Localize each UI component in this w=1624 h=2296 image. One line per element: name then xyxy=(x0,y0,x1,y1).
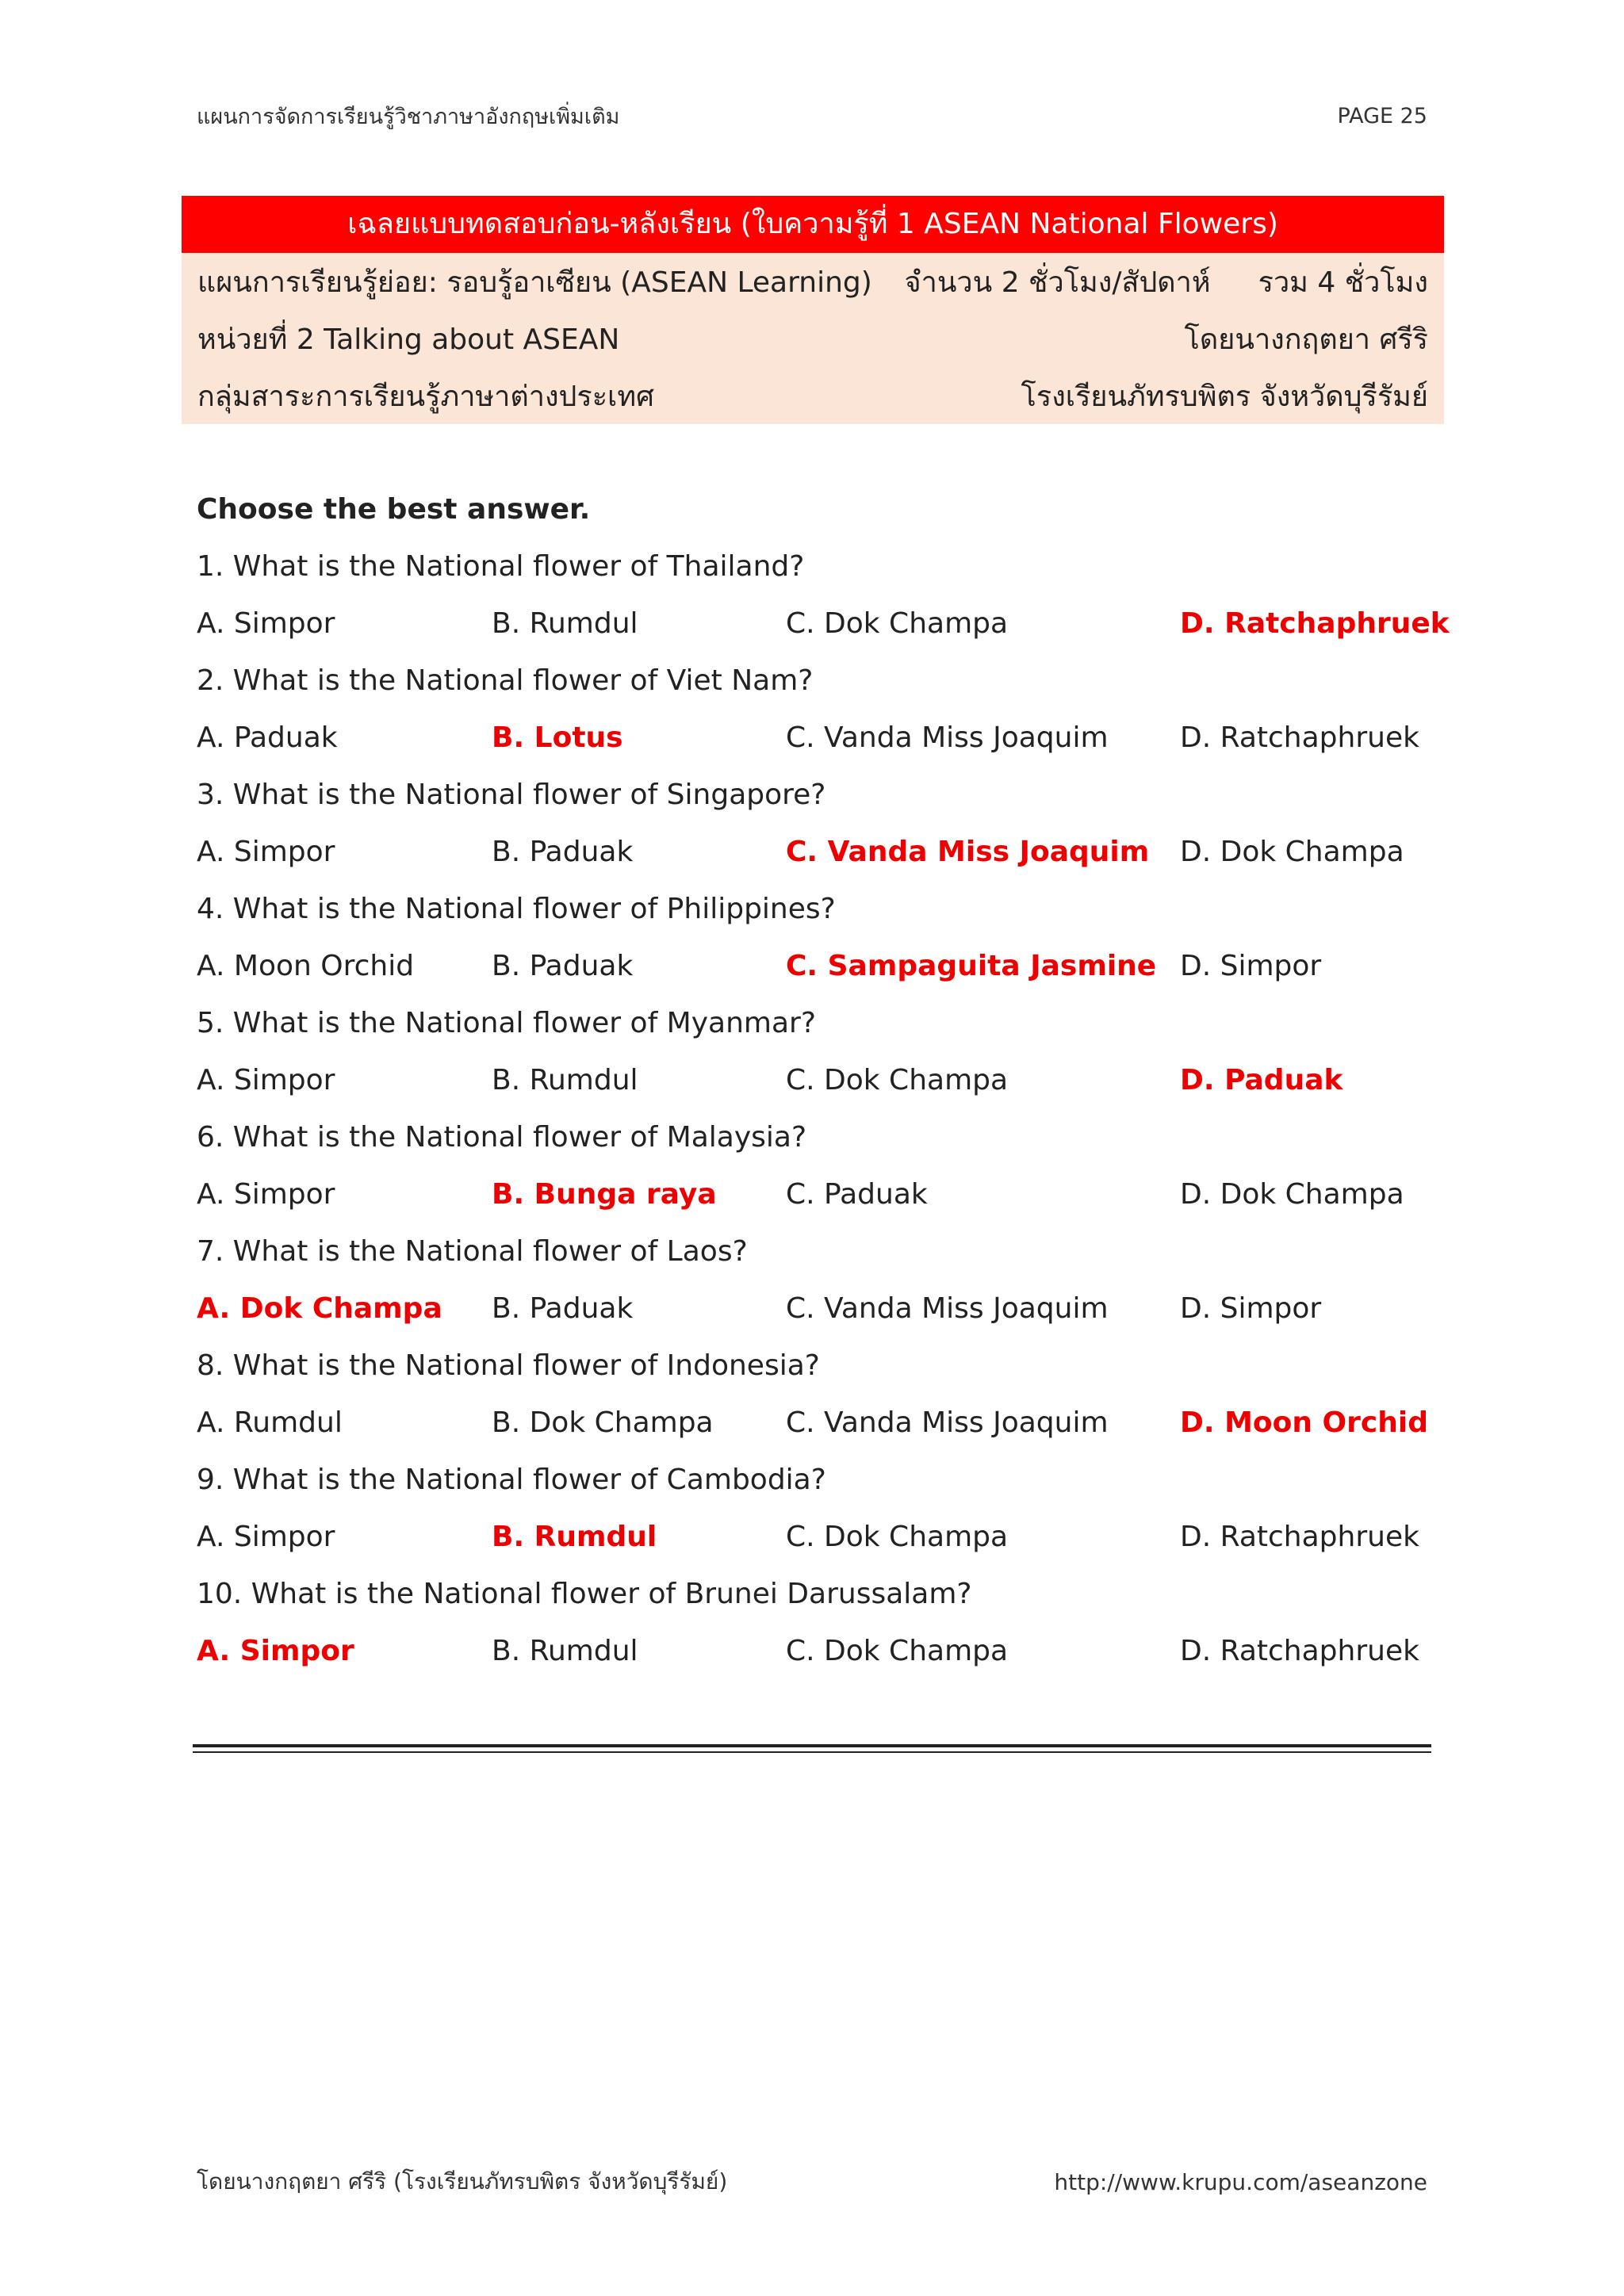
answer-option: D. Dok Champa xyxy=(1180,836,1404,868)
answer-option: A. Paduak xyxy=(197,721,338,754)
options-row xyxy=(197,824,1427,881)
question-text: 8. What is the National flower of Indonesia? xyxy=(197,1349,820,1382)
answer-key-title: เฉลยแบบทดสอบก่อน-หลังเรียน (ใบความรู้ที่ 1 ASEAN National Flowers) xyxy=(182,196,1444,253)
options-row xyxy=(197,710,1427,767)
info-row-subject xyxy=(182,367,1444,424)
sub-plan-label: แผนการเรียนรู้ย่อย: รอบรู้อาเซียน (ASEAN Learning) xyxy=(197,266,872,299)
info-box xyxy=(182,196,1444,424)
hours-per-week: จำนวน 2 ชั่วโมง/สัปดาห์ xyxy=(904,266,1211,299)
options-row xyxy=(197,1166,1427,1223)
quiz-content xyxy=(197,481,1450,1680)
answer-option: B. Dok Champa xyxy=(492,1406,714,1439)
options-row xyxy=(197,1280,1427,1337)
answer-option: B. Rumdul xyxy=(492,607,638,640)
answer-option: B. Rumdul xyxy=(492,1635,638,1667)
question-text: 7. What is the National flower of Laos? xyxy=(197,1235,748,1268)
question-text: 4. What is the National flower of Philippines? xyxy=(197,893,836,925)
subject-group-label: กลุ่มสาระการเรียนรู้ภาษาต่างประเทศ xyxy=(197,380,654,413)
info-details xyxy=(182,253,1444,424)
answer-option: D. Simpor xyxy=(1180,950,1322,982)
answer-option: B. Paduak xyxy=(492,1292,634,1325)
answer-option: A. Simpor xyxy=(197,1521,335,1553)
answer-option: C. Dok Champa xyxy=(786,1064,1009,1096)
answer-option: D. Ratchaphruek xyxy=(1180,1635,1419,1667)
author-label: โดยนางกฤตยา ศรีริ xyxy=(1184,323,1428,356)
info-row-unit xyxy=(182,310,1444,367)
question-text: 10. What is the National flower of Brunei Darussalam? xyxy=(197,1578,972,1610)
answer-option: A. Moon Orchid xyxy=(197,950,415,982)
question-text: 6. What is the National flower of Malaysia? xyxy=(197,1121,807,1154)
footer-author: โดยนางกฤตยา ศรีริ (โรงเรียนภัทรบพิตร จังหวัดบุรีรัมย์) xyxy=(197,2168,728,2195)
answer-option: C. Paduak xyxy=(786,1178,928,1211)
question-text: 2. What is the National flower of Viet Nam? xyxy=(197,664,814,697)
answer-option: A. Simpor xyxy=(197,1064,335,1096)
double-divider xyxy=(193,1744,1431,1753)
answer-option: D. Simpor xyxy=(1180,1292,1322,1325)
page-footer xyxy=(197,2164,1427,2199)
school-label: โรงเรียนภัทรบพิตร จังหวัดบุรีรัมย์ xyxy=(1021,380,1428,413)
answer-option: A. Simpor xyxy=(197,607,335,640)
options-row xyxy=(197,595,1450,652)
correct-answer-option: D. Ratchaphruek xyxy=(1180,607,1450,640)
unit-label: หน่วยที่ 2 Talking about ASEAN xyxy=(197,323,620,356)
answer-option: C. Dok Champa xyxy=(786,1521,1009,1553)
answer-option: A. Simpor xyxy=(197,836,335,868)
options-row xyxy=(197,1052,1427,1109)
hours-total: รวม 4 ชั่วโมง xyxy=(1258,266,1428,299)
answer-option: C. Dok Champa xyxy=(786,607,1009,640)
correct-answer-option: B. Lotus xyxy=(492,721,623,754)
options-row xyxy=(197,1395,1427,1452)
options-row xyxy=(197,938,1427,995)
question-text: 3. What is the National flower of Singapore? xyxy=(197,779,826,811)
info-row-plan xyxy=(182,253,1444,310)
question-text: 9. What is the National flower of Cambodia? xyxy=(197,1464,826,1496)
answer-option: B. Paduak xyxy=(492,836,634,868)
answer-option: D. Ratchaphruek xyxy=(1180,721,1419,754)
answer-option: C. Dok Champa xyxy=(786,1635,1009,1667)
correct-answer-option: D. Paduak xyxy=(1180,1064,1343,1096)
header-doc-title: แผนการจัดการเรียนรู้วิชาภาษาอังกฤษเพิ่มเติม xyxy=(197,105,620,129)
question-text: 5. What is the National flower of Myanmar? xyxy=(197,1007,816,1039)
question-text: 1. What is the National flower of Thailand? xyxy=(197,550,805,583)
hours-info xyxy=(905,259,1428,304)
answer-option: C. Vanda Miss Joaquim xyxy=(786,1406,1109,1439)
instruction-text: Choose the best answer. xyxy=(197,493,591,526)
answer-option: D. Ratchaphruek xyxy=(1180,1521,1419,1553)
correct-answer-option: A. Dok Champa xyxy=(197,1292,442,1325)
correct-answer-option: D. Moon Orchid xyxy=(1180,1406,1428,1439)
page-header xyxy=(197,99,1427,133)
answer-option: C. Vanda Miss Joaquim xyxy=(786,721,1109,754)
options-row xyxy=(197,1623,1427,1680)
answer-option: A. Rumdul xyxy=(197,1406,343,1439)
answer-option: D. Dok Champa xyxy=(1180,1178,1404,1211)
correct-answer-option: B. Bunga raya xyxy=(492,1178,717,1211)
correct-answer-option: B. Rumdul xyxy=(492,1521,657,1553)
footer-url: http://www.krupu.com/aseanzone xyxy=(1054,2168,1427,2195)
correct-answer-option: C. Vanda Miss Joaquim xyxy=(786,836,1150,868)
correct-answer-option: A. Simpor xyxy=(197,1635,354,1667)
answer-option: B. Rumdul xyxy=(492,1064,638,1096)
question-list xyxy=(197,538,1450,1680)
answer-option: A. Simpor xyxy=(197,1178,335,1211)
correct-answer-option: C. Sampaguita Jasmine xyxy=(786,950,1157,982)
options-row xyxy=(197,1509,1427,1566)
answer-option: B. Paduak xyxy=(492,950,634,982)
answer-option: C. Vanda Miss Joaquim xyxy=(786,1292,1109,1325)
header-page-number: PAGE 25 xyxy=(1337,104,1427,128)
